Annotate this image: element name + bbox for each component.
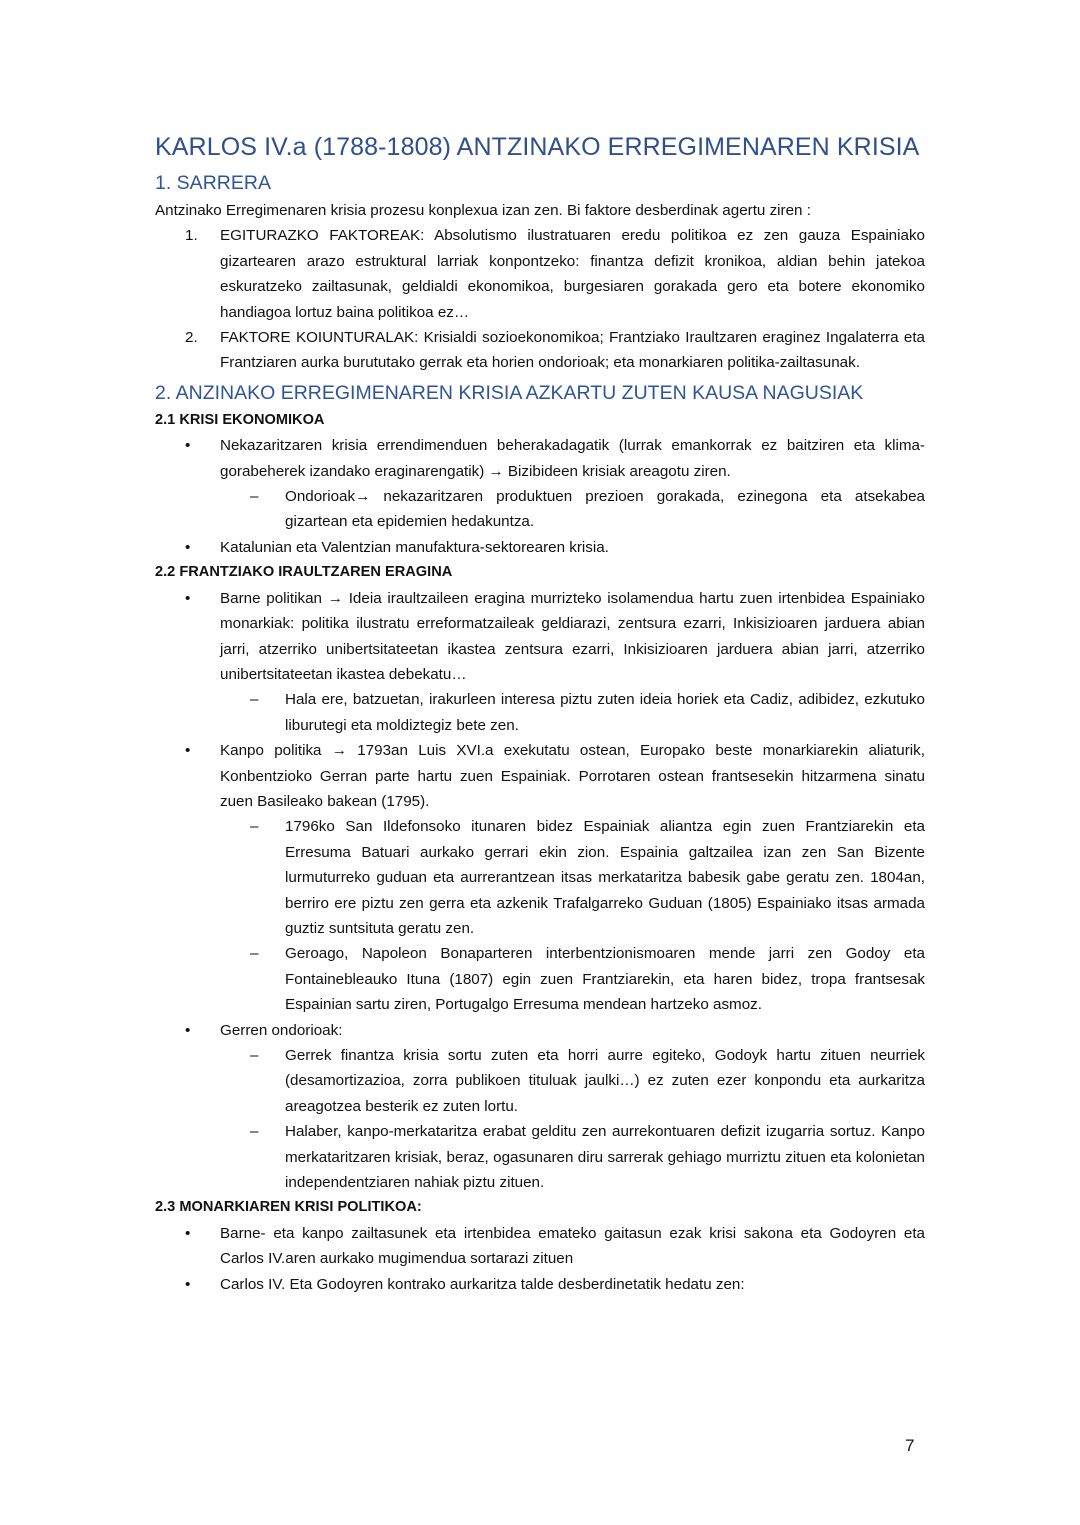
numbered-list-item <box>155 325 925 376</box>
dash-item <box>155 1043 925 1119</box>
bullet-text: Katalunian eta Valentzian manufaktura-sektorearen krisia. <box>220 538 609 556</box>
bullet-item <box>155 738 925 814</box>
dash-text: Gerrek finantza krisia sortu zuten eta horri aurre egiteko, Godoyk hartu zituen neurriek (desamortizazioa, zorra publikoen tituluak jaulki…) ez zuten ezer konpondu eta aurkaritza areagotzea besterik ez zuten lortu. <box>285 1047 925 1115</box>
dash-item <box>155 814 925 941</box>
bullet-icon: • <box>185 1021 191 1039</box>
list-item-text: EGITURAZKO FAKTOREAK: Absolutismo ilustratuaren eredu politikoa ez zen gauza Espainiako gizartearen arazo estruktural larriak konpontzeko: finantza defizit kronikoa, aldian behin jatekoa eskuratzeko zailtasunak, geldialdi ekonomikoa, burgesiaren gorakada gero eta botere ekonomiko handiagoa lortuz baina politikoa ez… <box>220 227 925 321</box>
dash-text: Ondorioak→ nekazaritzaren produktuen prezioen gorakada, ezinegona eta atsekabea gizartean eta epidemien hedakuntza. <box>285 488 925 531</box>
dash-item <box>155 687 925 738</box>
dash-icon: – <box>250 818 259 836</box>
bullet-text: Barne- eta kanpo zailtasunek eta irtenbidea emateko gaitasun ezak krisi sakona eta Godoyren eta Carlos IV.aren aurkako mugimendua sortarazi zituen <box>220 1224 925 1268</box>
bullet-item <box>155 1272 925 1297</box>
numbered-list-item <box>155 223 925 325</box>
list-number: 1. <box>185 227 198 245</box>
bullet-icon: • <box>185 1275 191 1293</box>
dash-item <box>155 941 925 1017</box>
bullet-item <box>155 1018 925 1043</box>
bullet-icon: • <box>185 538 191 556</box>
dash-text: Halaber, kanpo-merkataritza erabat gelditu zen aurrekontuaren defizit izugarria sortuz. Kanpo merkataritzaren krisiak, beraz, ogasunaren diru sarrerak gehiago murriztu zituen eta kolonietan independentziaren nahiak piztu zituen. <box>285 1123 925 1192</box>
dash-item <box>155 1119 925 1195</box>
bullet-text: Barne politikan → Ideia iraultzaileen eragina murrizteko isolamendua hartu zuen irtenbidea Espainiako monarkiak: politika ilustratu erreformatzaileak geldiarazi, zentsura ezarri, Inkisizioaren jarduera abian jarri, atzerriko unibertsitateetan ikastea zentsura ezarri, Inkisizioaren jarduera abian jarri, atzerriko unibertsitateetan ikastea debekatu… <box>220 589 925 683</box>
list-item-text: FAKTORE KOIUNTURALAK: Krisialdi sozioekonomikoa; Frantziako Iraultzaren eraginez Ingalaterra eta Frantziaren aurka burututako gerrak eta horien ondorioak; eta monarkiaren politika-zailtasunak. <box>220 329 925 372</box>
dash-icon: – <box>250 1047 259 1064</box>
dash-icon: – <box>250 945 259 963</box>
bullet-icon: • <box>185 437 191 455</box>
dash-icon: – <box>250 1123 259 1141</box>
bullet-item <box>155 433 925 484</box>
bullet-text: Nekazaritzaren krisia errendimenduen beherakadagatik (lurrak emankorrak ez baitziren eta klima-gorabeherek izandako eraginarengatik) → Bizibideen krisiak areagotu ziren. <box>220 437 925 480</box>
bullet-item <box>155 535 925 560</box>
bullet-icon: • <box>185 742 191 760</box>
dash-icon: – <box>250 691 259 709</box>
page-title: KARLOS IV.a (1788-1808) ANTZINAKO ERREGIMENAREN KRISIA <box>155 133 920 161</box>
bullet-icon: • <box>185 1224 191 1242</box>
bullet-text: Kanpo politika → 1793an Luis XVI.a exekutatu ostean, Europako beste monarkiarekin aliaturik, Konbentzioko Gerran parte hartu zuen Espainiak. Porrotaren ostean frantsesekin hitzarmena sinatu zuen Basileako bakean (1795). <box>220 742 925 810</box>
section-heading-sarrera: 1. SARRERA <box>155 172 271 194</box>
bullet-item <box>155 586 925 688</box>
intro-paragraph: Antzinako Erregimenaren krisia prozesu konplexua izan zen. Bi faktore desberdinak agertu ziren : <box>155 202 811 219</box>
bullet-icon: • <box>185 589 191 607</box>
section-heading-kausak: 2. ANZINAKO ERREGIMENAREN KRISIA AZKARTU ZUTEN KAUSA NAGUSIAK <box>155 381 864 404</box>
bullet-text: Carlos IV. Eta Godoyren kontrako aurkaritza talde desberdinetatik hedatu zen: <box>220 1275 745 1293</box>
dash-text: Hala ere, batzuetan, irakurleen interesa piztu zuten ideia horiek eta Cadiz, adibidez, ezkutuko liburutegi eta moldiztegiz bete zen. <box>285 691 925 734</box>
bullet-item <box>155 1221 925 1272</box>
subsection-heading-krisi-ekonomikoa: 2.1 KRISI EKONOMIKOA <box>155 411 325 428</box>
page-number: 7 <box>905 1436 915 1455</box>
document-page <box>155 128 925 1297</box>
dash-text: Geroago, Napoleon Bonaparteren interbentzionismoaren mende jarri zen Godoy eta Fontainebleauko Ituna (1807) egin zuen Frantziarekin, eta haren bidez, tropa frantsesak Espainian sartu ziren, Portugalgo Erresuma mendean hartzeko asmoz. <box>285 945 925 1014</box>
dash-text: 1796ko San Ildefonsoko itunaren bidez Espainiak aliantza egin zuen Frantziarekin eta Erresuma Batuari aurkako gerrari ekin zion. Espainia galtzailea izan zen San Bizente lurmuturreko guduan eta aurrerantzean itsas merkataritza babesik gabe geratu zen. 1804an, berriro ere piztu zen gerra eta azkenik Trafalgarreko Guduan (1805) Espainiako itsas armada guztiz suntsituta geratu zen. <box>285 818 925 937</box>
dash-item <box>155 484 925 535</box>
list-number: 2. <box>185 329 198 347</box>
bullet-text: Gerren ondorioak: <box>220 1021 343 1039</box>
subsection-heading-iraultza: 2.2 FRANTZIAKO IRAULTZAREN ERAGINA <box>155 564 453 581</box>
dash-icon: – <box>250 488 259 506</box>
subsection-heading-krisi-politikoa: 2.3 MONARKIAREN KRISI POLITIKOA: <box>155 1199 422 1216</box>
